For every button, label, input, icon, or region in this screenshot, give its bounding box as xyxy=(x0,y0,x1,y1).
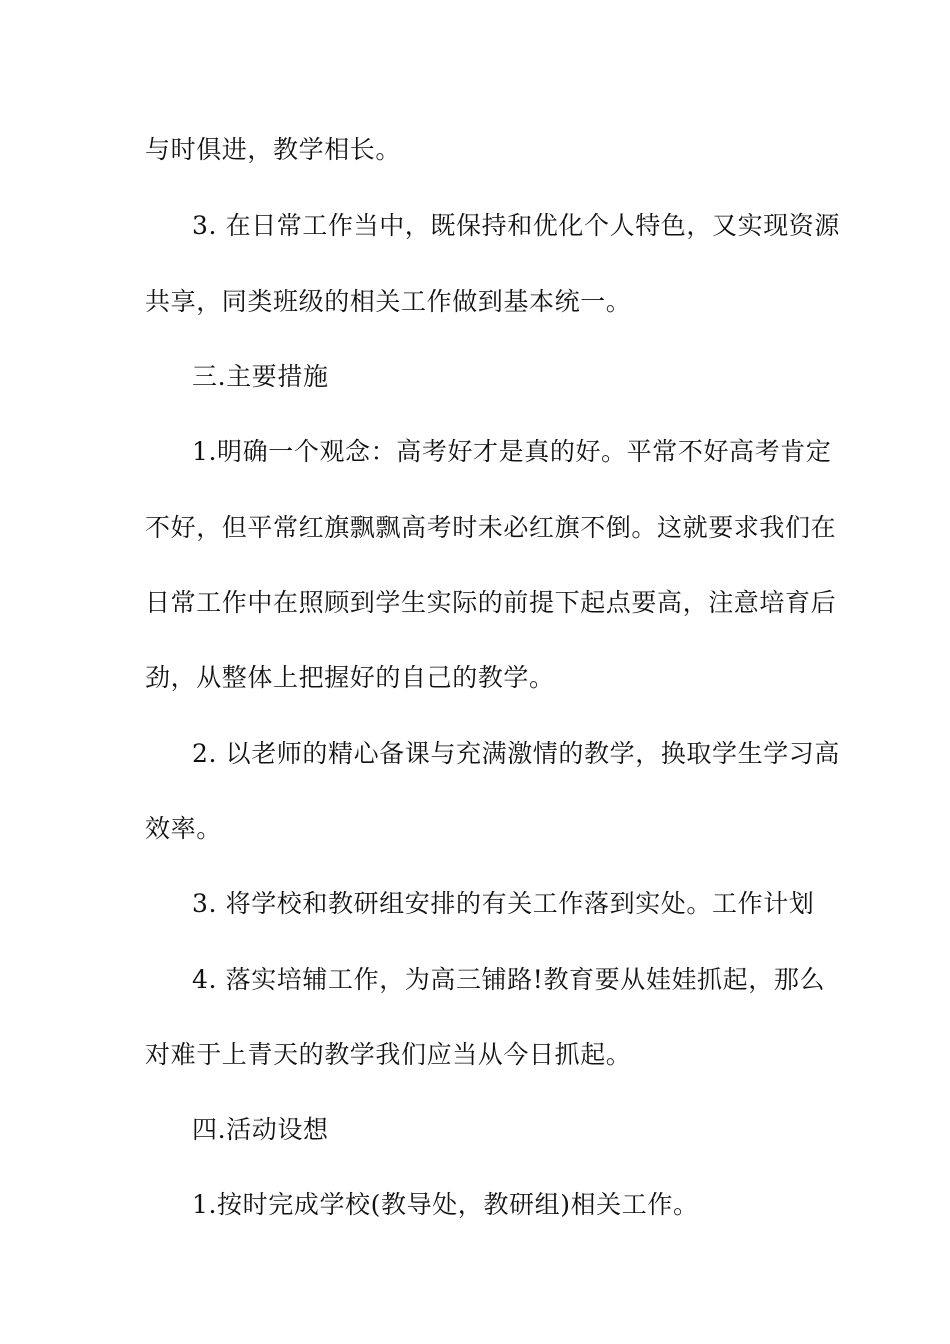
list-item-3-line: 3. 将学校和教研组安排的有关工作落到实处。工作计划 xyxy=(192,889,815,918)
body-text-line: 与时俱进，教学相长。 xyxy=(145,135,402,164)
body-text-line: 效率。 xyxy=(145,814,222,843)
list-item-2-line: 2. 以老师的精心备课与充满激情的教学，换取学生学习高 xyxy=(192,739,841,768)
section-heading: 四.活动设想 xyxy=(192,1115,329,1144)
body-text-line: 对难于上青天的教学我们应当从今日抓起。 xyxy=(145,1040,632,1069)
body-text-line: 不好，但平常红旗飘飘高考时未必红旗不倒。这就要求我们在 xyxy=(145,513,837,542)
body-text-line: 劲，从整体上把握好的自己的教学。 xyxy=(145,663,555,692)
list-item-4-line: 4. 落实培辅工作，为高三铺路!教育要从娃娃抓起，那么 xyxy=(192,965,826,994)
body-text-line: 共享，同类班级的相关工作做到基本统一。 xyxy=(145,287,632,316)
list-item-1-line: 1.明确一个观念：高考好才是真的好。平常不好高考肯定 xyxy=(192,437,832,466)
list-item-3-line: 3. 在日常工作当中，既保持和优化个人特色，又实现资源 xyxy=(192,211,841,240)
list-item-1-line: 1.按时完成学校(教导处，教研组)相关工作。 xyxy=(192,1190,699,1219)
body-text-line: 日常工作中在照顾到学生实际的前提下起点要高，注意培育后 xyxy=(145,588,837,617)
section-heading: 三.主要措施 xyxy=(192,362,329,391)
